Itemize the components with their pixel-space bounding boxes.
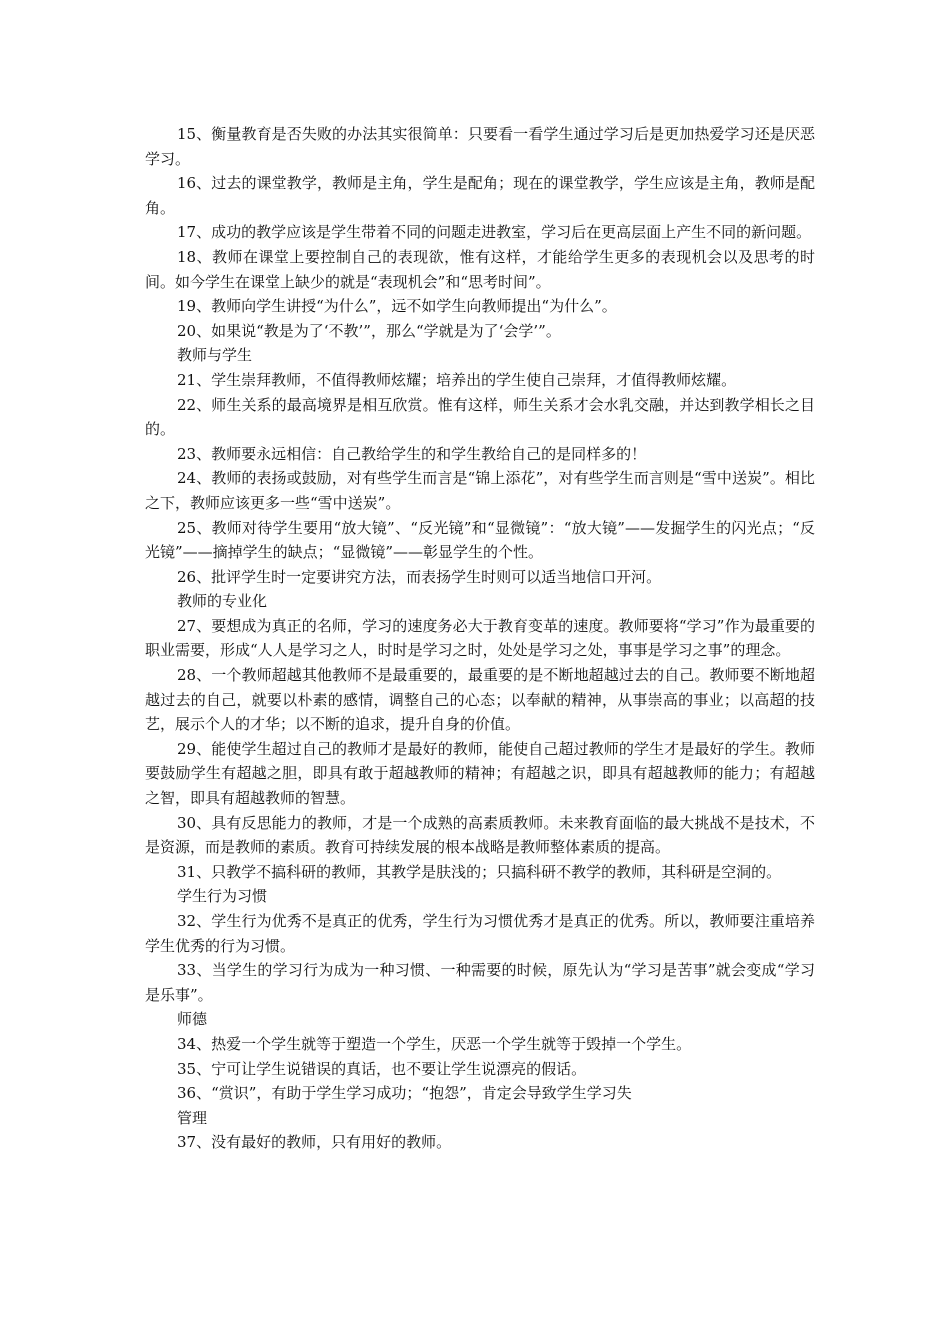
paragraph-29: 29、能使学生超过自己的教师才是最好的教师，能使自己超过教师的学生才是最好的学生。教师要鼓励学生有超越之胆，即具有敢于超越教师的精神；有超越之识，即具有超越教师的能力；有超越之智，即具有超越教师的智慧。 <box>145 739 815 808</box>
section-heading-professionalization: 教师的专业化 <box>177 592 268 611</box>
paragraph-36: 36、“赏识”，有助于学生学习成功；“抱怨”，肯定会导致学生学习失 <box>177 1084 632 1103</box>
paragraph-24: 24、教师的表扬或鼓励，对有些学生而言是“锦上添花”，对有些学生而言则是“雪中送炭”。相比之下，教师应该更多一些“雪中送炭”。 <box>145 469 815 512</box>
document-page <box>145 122 815 1155</box>
paragraph-16: 16、过去的课堂教学，教师是主角，学生是配角；现在的课堂教学，学生应该是主角，教师是配角。 <box>145 174 815 217</box>
paragraph-26: 26、批评学生时一定要讲究方法，而表扬学生时则可以适当地信口开河。 <box>177 567 662 586</box>
paragraph-32: 32、学生行为优秀不是真正的优秀，学生行为习惯优秀才是真正的优秀。所以，教师要注重培养学生优秀的行为习惯。 <box>145 912 815 955</box>
paragraph-35: 35、宁可让学生说错误的真话，也不要让学生说漂亮的假话。 <box>177 1059 587 1078</box>
section-heading-ethics: 师德 <box>177 1010 208 1029</box>
paragraph-18: 18、教师在课堂上要控制自己的表现欲，惟有这样，才能给学生更多的表现机会以及思考的时间。如今学生在课堂上缺少的就是“表现机会”和“思考时间”。 <box>145 247 815 291</box>
paragraph-23: 23、教师要永远相信：自己教给学生的和学生教给自己的是同样多的！ <box>177 444 647 463</box>
paragraph-34: 34、热爱一个学生就等于塑造一个学生，厌恶一个学生就等于毁掉一个学生。 <box>177 1034 692 1053</box>
paragraph-15: 15、衡量教育是否失败的办法其实很简单：只要看一看学生通过学习后是更加热爱学习还是厌恶学习。 <box>145 125 815 168</box>
paragraph-22: 22、师生关系的最高境界是相互欣赏。惟有这样，师生关系才会水乳交融，并达到教学相长之目的。 <box>145 395 815 439</box>
section-heading-management: 管理 <box>177 1108 208 1127</box>
paragraph-17: 17、成功的教学应该是学生带着不同的问题走进教室，学习后在更高层面上产生不同的新问题。 <box>177 223 812 242</box>
paragraph-31: 31、只教学不搞科研的教师，其教学是肤浅的；只搞科研不教学的教师，其科研是空洞的。 <box>177 862 782 881</box>
paragraph-30: 30、具有反思能力的教师，才是一个成熟的高素质教师。未来教育面临的最大挑战不是技术，不是资源，而是教师的素质。教育可持续发展的根本战略是教师整体素质的提高。 <box>145 813 815 857</box>
paragraph-33: 33、当学生的学习行为成为一种习惯、一种需要的时候，原先认为“学习是苦事”就会变成“学习是乐事”。 <box>145 961 815 1004</box>
section-heading-teacher-student: 教师与学生 <box>177 346 253 365</box>
paragraph-28: 28、一个教师超越其他教师不是最重要的，最重要的是不断地超越过去的自己。教师要不断地超越过去的自己，就要以朴素的感情，调整自己的心态；以奉献的精神，从事崇高的事业；以高超的技艺，展示个人的才华；以不断的追求，提升自身的价值。 <box>145 666 815 734</box>
paragraph-27: 27、要想成为真正的名师，学习的速度务必大于教育变革的速度。教师要将“学习”作为最重要的职业需要，形成“人人是学习之人，时时是学习之时，处处是学习之处，事事是学习之事”的理念。 <box>145 616 815 660</box>
section-heading-behavior-habits: 学生行为习惯 <box>177 887 268 906</box>
paragraph-25: 25、教师对待学生要用“放大镜”、“反光镜”和“显微镜”：“放大镜”——发掘学生的闪光点；“反光镜”——摘掉学生的缺点；“显微镜”——彰显学生的个性。 <box>145 518 815 562</box>
paragraph-21: 21、学生崇拜教师，不值得教师炫耀；培养出的学生使自己崇拜，才值得教师炫耀。 <box>177 370 737 389</box>
paragraph-19: 19、教师向学生讲授“为什么”，远不如学生向教师提出“为什么”。 <box>177 297 617 316</box>
paragraph-20: 20、如果说“教是为了‘不教’”，那么“学就是为了‘会学’”。 <box>177 321 561 340</box>
paragraph-37: 37、没有最好的教师，只有用好的教师。 <box>177 1133 452 1152</box>
